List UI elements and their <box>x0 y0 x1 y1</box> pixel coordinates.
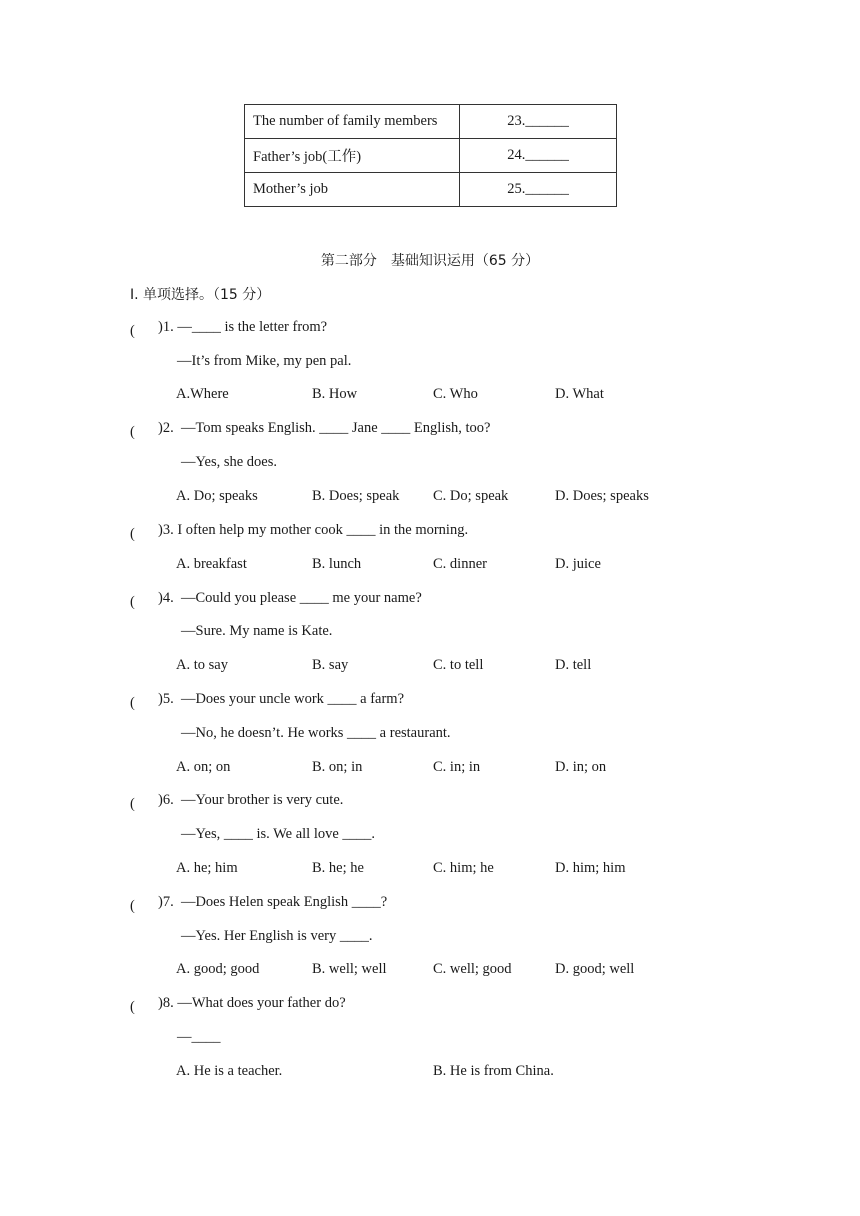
option-b: B. How <box>312 386 358 402</box>
question-reply: —____ <box>177 1029 221 1045</box>
answer-paren: ( <box>130 424 164 440</box>
option-d: D. him; him <box>555 860 626 876</box>
question-stem: )5. —Does your uncle work ____ a farm? <box>158 691 405 707</box>
question-stem: )3. I often help my mother cook ____ in the morning. <box>158 522 469 538</box>
table-cell-blank: 24.______ <box>460 139 617 173</box>
table-row <box>245 139 617 173</box>
table-row <box>245 105 617 139</box>
option-c: C. to tell <box>433 657 484 673</box>
family-info-table <box>244 104 617 207</box>
option-a: A. breakfast <box>176 556 247 572</box>
question-reply: —Yes. Her English is very ____. <box>181 928 373 944</box>
question-reply: —Yes, she does. <box>181 454 278 470</box>
option-a: A. to say <box>176 657 228 673</box>
answer-paren: ( <box>130 323 164 339</box>
question-stem: )6. —Your brother is very cute. <box>158 792 344 808</box>
table-row <box>245 173 617 207</box>
option-c: C. Do; speak <box>433 488 509 504</box>
option-b: B. say <box>312 657 349 673</box>
table-cell-label: Father’s job(工作) <box>245 139 460 173</box>
option-c: C. Who <box>433 386 478 402</box>
option-a: A. He is a teacher. <box>176 1063 283 1079</box>
option-d: D. juice <box>555 556 601 572</box>
question-reply: —Yes, ____ is. We all love ____. <box>181 826 376 842</box>
option-b: B. He is from China. <box>433 1063 554 1079</box>
question-reply: —No, he doesn’t. He works ____ a restaurant. <box>181 725 451 741</box>
option-a: A. Do; speaks <box>176 488 258 504</box>
answer-paren: ( <box>130 898 164 914</box>
answer-paren: ( <box>130 796 164 812</box>
section-title: 第二部分 基础知识运用（65 分） <box>320 253 540 269</box>
option-a: A. on; on <box>176 759 231 775</box>
option-c: C. him; he <box>433 860 494 876</box>
option-c: C. dinner <box>433 556 487 572</box>
option-d: D. in; on <box>555 759 607 775</box>
option-b: B. well; well <box>312 961 387 977</box>
question-stem: )7. —Does Helen speak English ____? <box>158 894 388 910</box>
option-d: D. good; well <box>555 961 635 977</box>
table-cell-label: The number of family members <box>245 105 460 139</box>
question-stem: )4. —Could you please ____ me your name? <box>158 590 422 606</box>
table-cell-blank: 25.______ <box>460 173 617 207</box>
part-heading: Ⅰ. 单项选择。（15 分） <box>130 287 271 303</box>
answer-paren: ( <box>130 594 164 610</box>
answer-paren: ( <box>130 526 164 542</box>
question-stem: )8. —What does your father do? <box>158 995 346 1011</box>
table-cell-label: Mother’s job <box>245 173 460 207</box>
answer-paren: ( <box>130 695 164 711</box>
question-stem: )2. —Tom speaks English. ____ Jane ____ English, too? <box>158 420 491 436</box>
option-a: A. he; him <box>176 860 238 876</box>
question-stem: )1. —____ is the letter from? <box>158 319 328 335</box>
option-a: A.Where <box>176 386 229 402</box>
question-reply: —Sure. My name is Kate. <box>181 623 333 639</box>
option-c: C. well; good <box>433 961 512 977</box>
option-c: C. in; in <box>433 759 481 775</box>
table-cell-blank: 23.______ <box>460 105 617 139</box>
answer-paren: ( <box>130 999 164 1015</box>
option-b: B. lunch <box>312 556 362 572</box>
question-reply: —It’s from Mike, my pen pal. <box>177 353 352 369</box>
option-b: B. Does; speak <box>312 488 400 504</box>
option-d: D. What <box>555 386 604 402</box>
option-b: B. he; he <box>312 860 364 876</box>
option-d: D. tell <box>555 657 592 673</box>
option-d: D. Does; speaks <box>555 488 649 504</box>
option-b: B. on; in <box>312 759 363 775</box>
option-a: A. good; good <box>176 961 260 977</box>
